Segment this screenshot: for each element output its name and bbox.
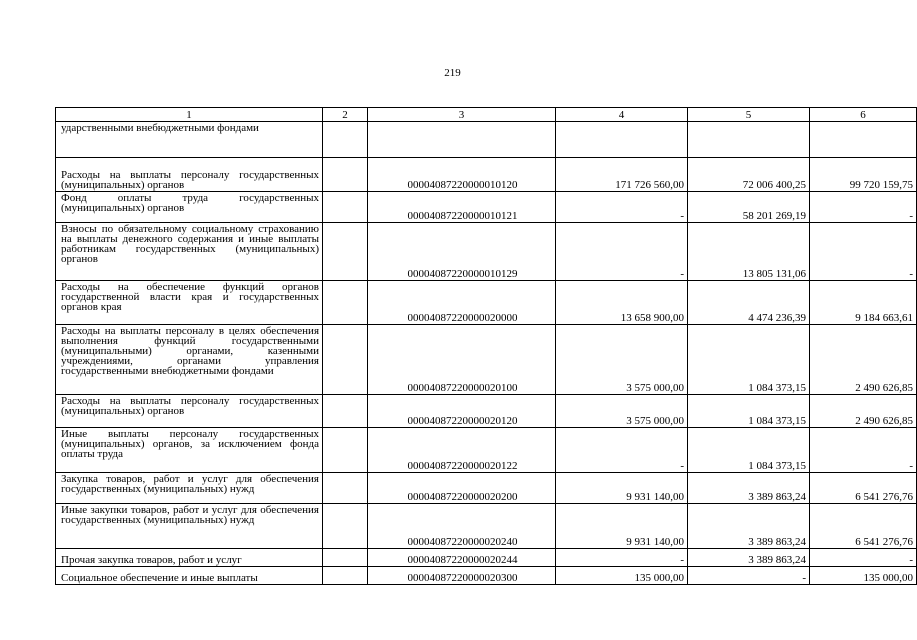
budget-execution-table bbox=[55, 107, 917, 585]
row-executed: - bbox=[688, 567, 810, 585]
row-code: 00004087220000010120 bbox=[368, 158, 556, 192]
row-executed bbox=[688, 122, 810, 158]
row-approved: 9 931 140,00 bbox=[556, 473, 688, 504]
row-executed: 4 474 236,39 bbox=[688, 281, 810, 325]
row-code: 00004087220000020300 bbox=[368, 567, 556, 585]
row-remaining: 2 490 626,85 bbox=[810, 395, 917, 428]
row-executed: 3 389 863,24 bbox=[688, 473, 810, 504]
row-remaining: 135 000,00 bbox=[810, 567, 917, 585]
table-row bbox=[56, 192, 917, 223]
row-approved: 171 726 560,00 bbox=[556, 158, 688, 192]
row-code: 00004087220000020100 bbox=[368, 325, 556, 395]
table-row bbox=[56, 395, 917, 428]
table-row bbox=[56, 223, 917, 281]
row-remaining: 2 490 626,85 bbox=[810, 325, 917, 395]
row-col2 bbox=[323, 281, 368, 325]
row-approved: - bbox=[556, 549, 688, 567]
header-col-2: 2 bbox=[323, 108, 368, 122]
table-row bbox=[56, 549, 917, 567]
row-description: Расходы на выплаты персоналу в целях обеспечения выполнения функций государственными (муниципальными) органами, казенными учреждениями, органами управления государственными внебюджетными фондами bbox=[56, 325, 323, 395]
row-description: ударственными внебюджетными фондами bbox=[56, 122, 323, 158]
row-remaining: 99 720 159,75 bbox=[810, 158, 917, 192]
row-col2 bbox=[323, 325, 368, 395]
row-col2 bbox=[323, 428, 368, 473]
row-approved: - bbox=[556, 192, 688, 223]
row-col2 bbox=[323, 395, 368, 428]
row-remaining: 6 541 276,76 bbox=[810, 504, 917, 549]
row-col2 bbox=[323, 223, 368, 281]
table-row bbox=[56, 567, 917, 585]
row-code: 00004087220000010121 bbox=[368, 192, 556, 223]
table-row bbox=[56, 281, 917, 325]
row-executed: 13 805 131,06 bbox=[688, 223, 810, 281]
row-code: 00004087220000020240 bbox=[368, 504, 556, 549]
row-approved: - bbox=[556, 428, 688, 473]
row-remaining: 6 541 276,76 bbox=[810, 473, 917, 504]
table-row bbox=[56, 504, 917, 549]
row-description: Расходы на выплаты персоналу государственных (муниципальных) органов bbox=[56, 395, 323, 428]
row-code: 00004087220000020000 bbox=[368, 281, 556, 325]
row-approved: 135 000,00 bbox=[556, 567, 688, 585]
row-approved bbox=[556, 122, 688, 158]
row-col2 bbox=[323, 158, 368, 192]
row-col2 bbox=[323, 567, 368, 585]
row-description: Закупка товаров, работ и услуг для обеспечения государственных (муниципальных) нужд bbox=[56, 473, 323, 504]
table-row bbox=[56, 158, 917, 192]
row-code: 00004087220000010129 bbox=[368, 223, 556, 281]
header-col-6: 6 bbox=[810, 108, 917, 122]
row-code: 00004087220000020200 bbox=[368, 473, 556, 504]
row-executed: 1 084 373,15 bbox=[688, 428, 810, 473]
header-row bbox=[56, 108, 917, 122]
header-col-1: 1 bbox=[56, 108, 323, 122]
table-row bbox=[56, 473, 917, 504]
row-description: Расходы на обеспечение функций органов государственной власти края и государственных органов края bbox=[56, 281, 323, 325]
row-remaining: - bbox=[810, 428, 917, 473]
row-approved: 3 575 000,00 bbox=[556, 395, 688, 428]
header-col-3: 3 bbox=[368, 108, 556, 122]
table-row bbox=[56, 122, 917, 158]
row-code: 00004087220000020120 bbox=[368, 395, 556, 428]
row-col2 bbox=[323, 504, 368, 549]
row-description: Иные выплаты персоналу государственных (муниципальных) органов, за исключением фонда оплаты труда bbox=[56, 428, 323, 473]
row-col2 bbox=[323, 473, 368, 504]
row-remaining: - bbox=[810, 549, 917, 567]
row-remaining: - bbox=[810, 223, 917, 281]
row-executed: 1 084 373,15 bbox=[688, 395, 810, 428]
row-code bbox=[368, 122, 556, 158]
page-number: 219 bbox=[444, 67, 461, 79]
row-executed: 1 084 373,15 bbox=[688, 325, 810, 395]
row-description: Взносы по обязательному социальному страхованию на выплаты денежного содержания и иные выплаты работникам государственных (муниципальных) органов bbox=[56, 223, 323, 281]
row-description: Социальное обеспечение и иные выплаты bbox=[56, 567, 323, 585]
row-remaining bbox=[810, 122, 917, 158]
row-executed: 72 006 400,25 bbox=[688, 158, 810, 192]
row-remaining: 9 184 663,61 bbox=[810, 281, 917, 325]
row-code: 00004087220000020122 bbox=[368, 428, 556, 473]
table-row bbox=[56, 325, 917, 395]
row-description: Расходы на выплаты персоналу государственных (муниципальных) органов bbox=[56, 158, 323, 192]
row-description: Иные закупки товаров, работ и услуг для обеспечения государственных (муниципальных) нужд bbox=[56, 504, 323, 549]
table-row bbox=[56, 428, 917, 473]
header-col-4: 4 bbox=[556, 108, 688, 122]
row-col2 bbox=[323, 192, 368, 223]
row-col2 bbox=[323, 549, 368, 567]
row-remaining: - bbox=[810, 192, 917, 223]
row-approved: - bbox=[556, 223, 688, 281]
row-executed: 3 389 863,24 bbox=[688, 504, 810, 549]
header-col-5: 5 bbox=[688, 108, 810, 122]
row-col2 bbox=[323, 122, 368, 158]
row-description: Прочая закупка товаров, работ и услуг bbox=[56, 549, 323, 567]
row-approved: 3 575 000,00 bbox=[556, 325, 688, 395]
row-approved: 13 658 900,00 bbox=[556, 281, 688, 325]
row-code: 00004087220000020244 bbox=[368, 549, 556, 567]
row-executed: 58 201 269,19 bbox=[688, 192, 810, 223]
row-approved: 9 931 140,00 bbox=[556, 504, 688, 549]
row-description: Фонд оплаты труда государственных (муниципальных) органов bbox=[56, 192, 323, 223]
row-executed: 3 389 863,24 bbox=[688, 549, 810, 567]
